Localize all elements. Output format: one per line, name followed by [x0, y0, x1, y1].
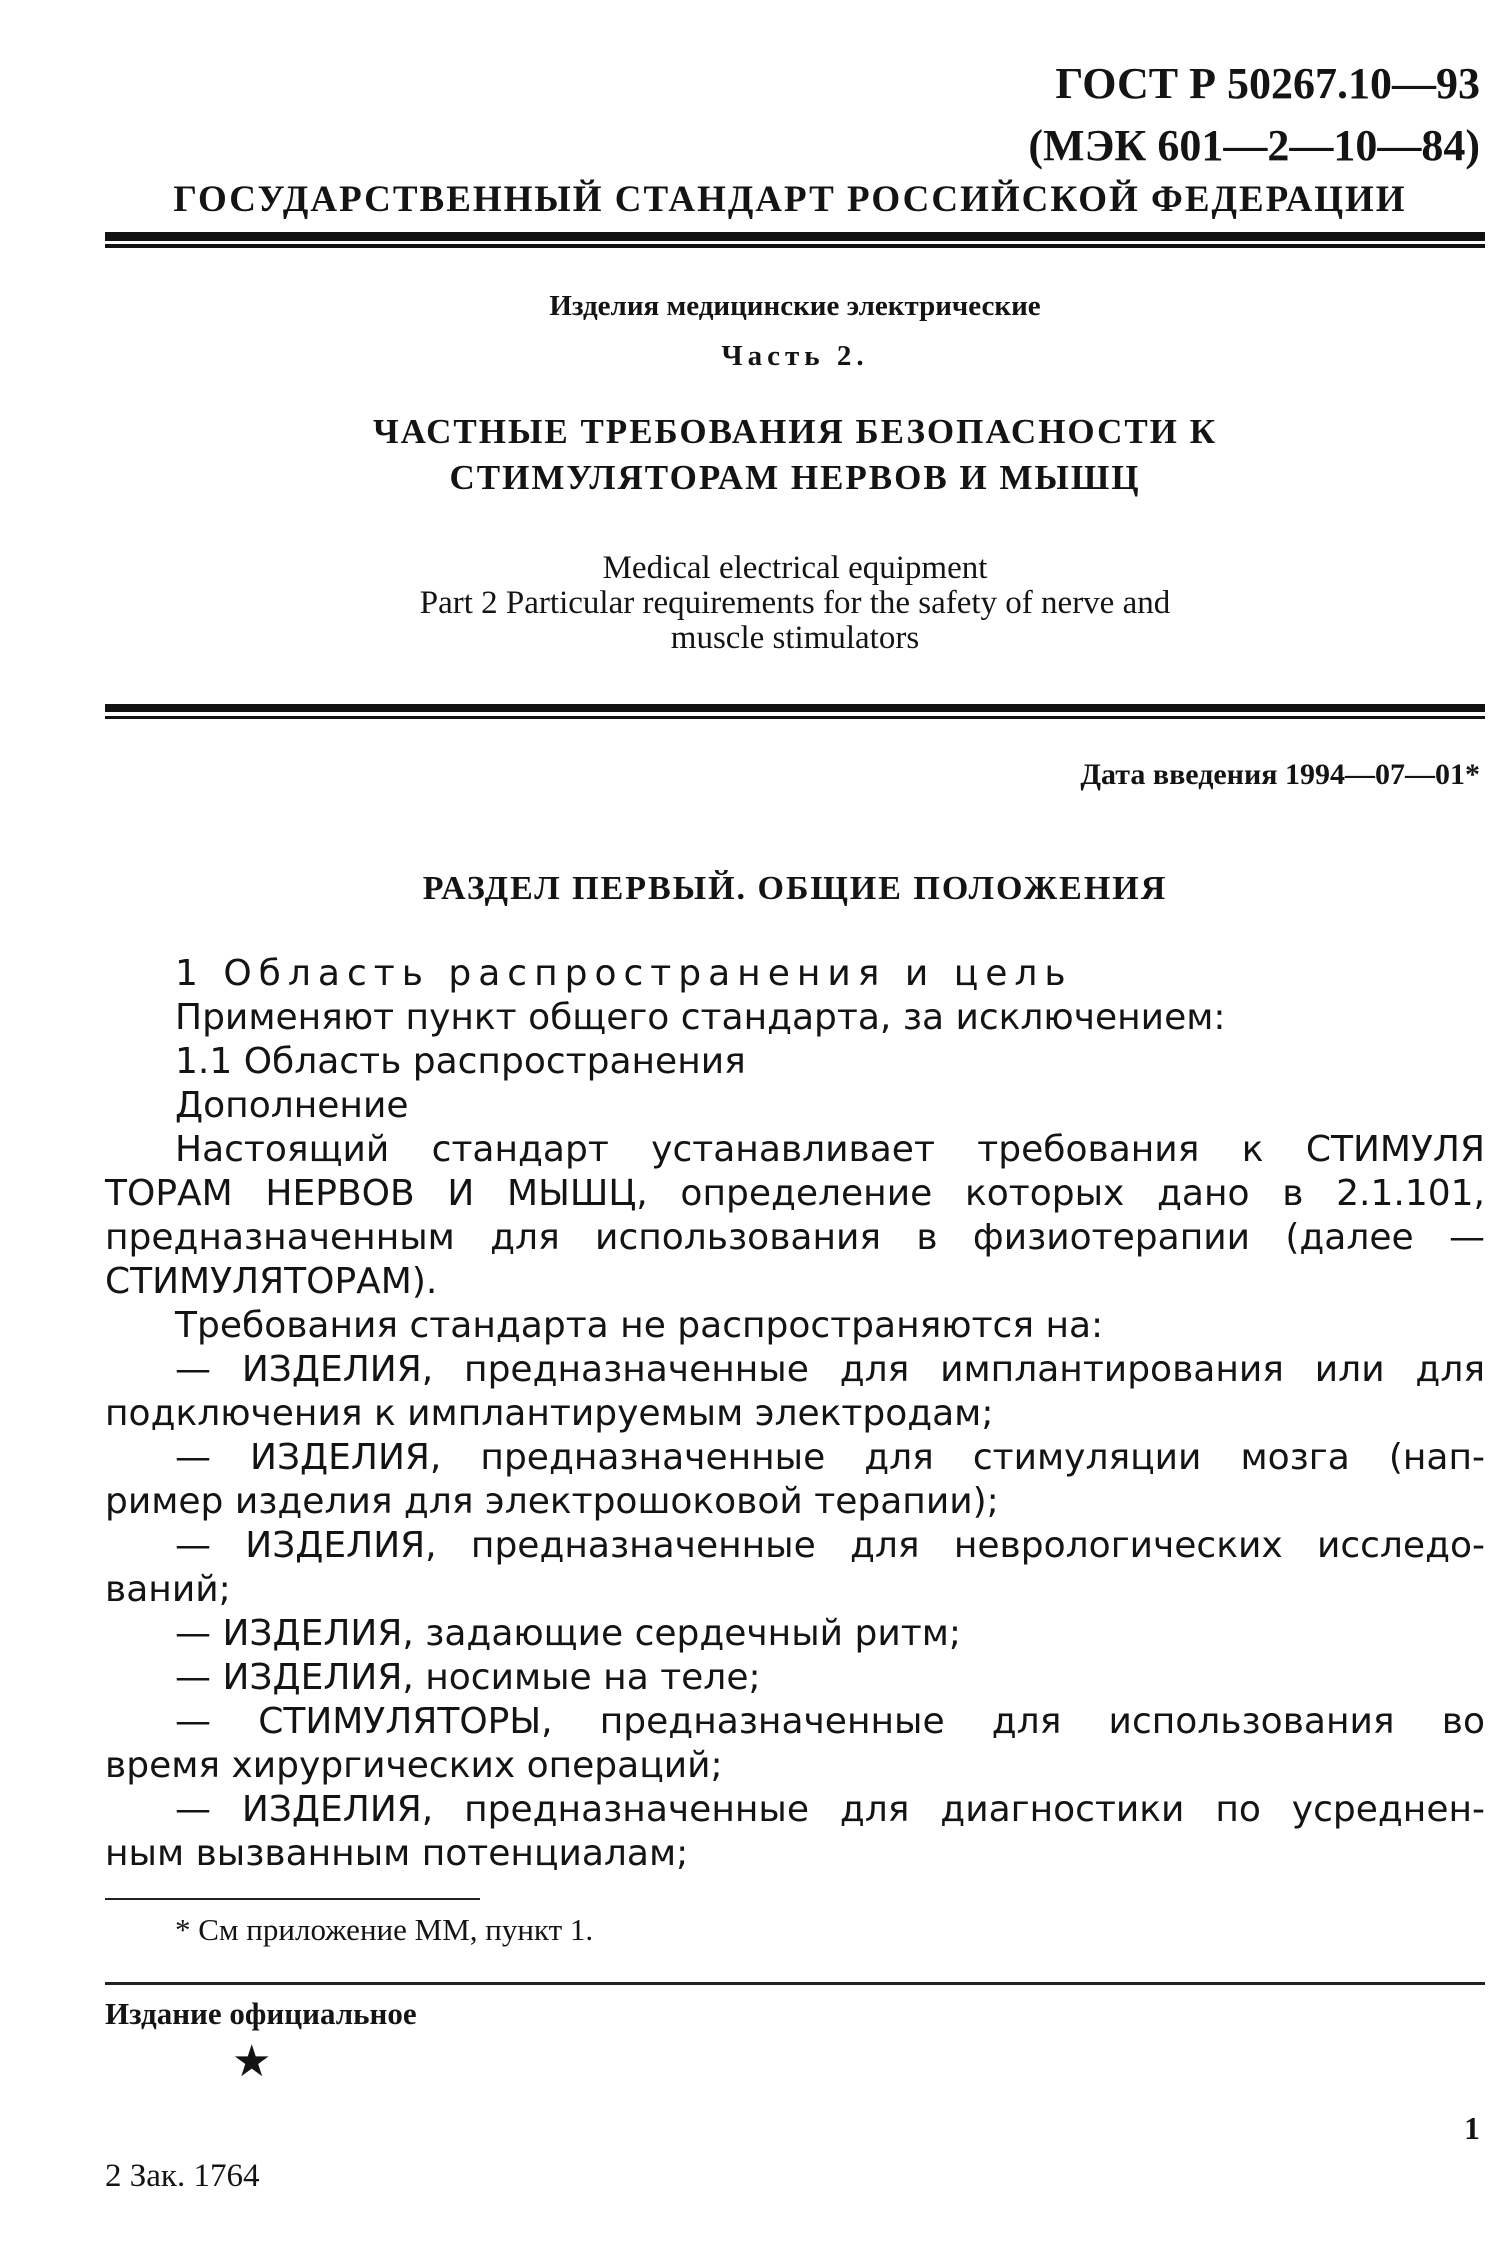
scope-paragraph-line: ТОРАМ НЕРВОВ И МЫШЦ, определение которых дано в 2.1.101, [105, 1173, 1485, 1214]
gost-number: ГОСТ Р 50267.10—93 [1055, 59, 1480, 108]
subtitle-part: Часть 2. [721, 340, 869, 372]
english-title-line-2: Part 2 Particular requirements for the safety of nerve and [419, 585, 1171, 621]
clause-1-1-heading: 1.1 Область распространения [175, 1041, 746, 1082]
exclusion-item: — ИЗДЕЛИЯ, предназначенные для стимуляции мозга (нап- [175, 1437, 1485, 1478]
apply-text: Применяют пункт общего стандарта, за исключением: [175, 997, 1226, 1038]
exclusion-item-cont: ример изделия для электрошоковой терапии); [105, 1481, 999, 1522]
exclusion-item: — ИЗДЕЛИЯ, носимые на теле; [175, 1657, 761, 1698]
footnote-rule [105, 1898, 480, 1900]
title-rule-thin [105, 716, 1485, 719]
exclusion-item: — ИЗДЕЛИЯ, предназначенные для диагностики по усреднен- [175, 1789, 1485, 1830]
exclusion-item-cont: ваний; [105, 1569, 231, 1610]
intro-date: Дата введения 1994—07—01* [1080, 758, 1480, 791]
exclusions-intro: Требования стандарта не распространяются на: [175, 1305, 1104, 1346]
order-number: 2 Зак. 1764 [105, 2158, 260, 2194]
section-heading: РАЗДЕЛ ПЕРВЫЙ. ОБЩИЕ ПОЛОЖЕНИЯ [422, 870, 1168, 907]
title-rule [105, 704, 1485, 712]
english-title-line-3: muscle stimulators [670, 620, 920, 656]
exclusion-item-cont: подключения к имплантируемым электродам; [105, 1393, 994, 1434]
official-edition-label: Издание официальное [105, 1996, 417, 2031]
official-rule [105, 1982, 1485, 1985]
document-title-line-1: ЧАСТНЫЕ ТРЕБОВАНИЯ БЕЗОПАСНОСТИ К [372, 412, 1218, 451]
star-icon: ★ [232, 2037, 272, 2086]
exclusion-item-cont: время хирургических операций; [105, 1745, 723, 1786]
header-rule-thin [105, 244, 1485, 248]
scope-paragraph-line: СТИМУЛЯТОРАМ). [105, 1261, 438, 1302]
document-title-line-2: СТИМУЛЯТОРАМ НЕРВОВ И МЫШЦ [449, 458, 1141, 497]
english-title-line-1: Medical electrical equipment [602, 550, 988, 586]
footnote: * См приложение ММ, пункт 1. [175, 1912, 594, 1947]
subtitle-line-1: Изделия медицинские электрические [549, 290, 1041, 322]
exclusion-item: — ИЗДЕЛИЯ, задающие сердечный ритм; [175, 1613, 961, 1654]
scope-paragraph-line: предназначенным для использования в физиотерапии (далее — [105, 1217, 1485, 1258]
clause-1-heading: 1 Область распространения и цель [175, 953, 1073, 994]
header-rule [105, 232, 1485, 241]
mek-number: (МЭК 601—2—10—84) [1028, 121, 1480, 170]
exclusion-item-cont: ным вызванным потенциалам; [105, 1833, 689, 1874]
exclusion-item: — ИЗДЕЛИЯ, предназначенные для неврологических исследо- [175, 1525, 1485, 1566]
page-number: 1 [1464, 2110, 1480, 2146]
exclusion-item: — СТИМУЛЯТОРЫ, предназначенные для использования во [175, 1701, 1485, 1742]
exclusion-item: — ИЗДЕЛИЯ, предназначенные для имплантирования или для [175, 1349, 1485, 1390]
state-standard-title: ГОСУДАРСТВЕННЫЙ СТАНДАРТ РОССИЙСКОЙ ФЕДЕРАЦИИ [173, 179, 1407, 220]
scope-paragraph-line: Настоящий стандарт устанавливает требования к СТИМУЛЯ [175, 1129, 1485, 1170]
addition-label: Дополнение [175, 1085, 409, 1126]
